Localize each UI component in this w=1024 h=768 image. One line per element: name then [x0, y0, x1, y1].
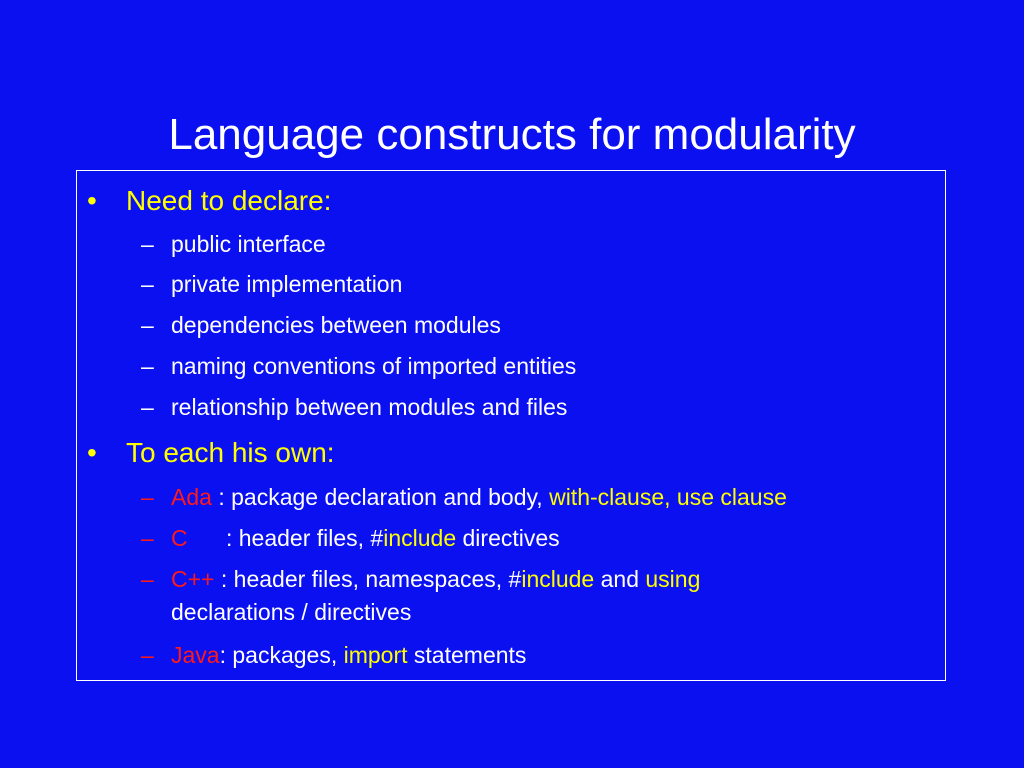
bullet-label: To each his own: [126, 437, 335, 468]
description-text: : package declaration and body, [211, 484, 550, 510]
sub-item-text: naming conventions of imported entities [171, 353, 577, 379]
description-text: directives [456, 525, 560, 551]
bullet-to-each-his-own [87, 436, 335, 470]
bullet-marker: • [87, 185, 97, 216]
keyword: include [521, 566, 595, 592]
keyword: using [645, 566, 701, 592]
dash-marker: – [141, 566, 154, 592]
sub-item-text [171, 640, 526, 670]
content-box [76, 170, 946, 681]
description-text: statements [407, 642, 527, 668]
description-text: : packages, [219, 642, 344, 668]
description-text: and [594, 566, 646, 592]
description-text: : header files, # [187, 525, 384, 551]
dash-marker: – [141, 642, 154, 668]
bullet-marker: • [87, 437, 97, 468]
slide-title: Language constructs for modularity [168, 110, 856, 159]
bullet-label: Need to declare: [126, 185, 332, 216]
bullet-need-to-declare [87, 184, 331, 218]
sub-item-text: private implementation [171, 271, 403, 297]
description-text: : header files, namespaces, # [214, 566, 522, 592]
dash-marker: – [141, 525, 154, 551]
dash-marker: – [141, 271, 154, 297]
language-name: C++ [171, 566, 215, 592]
sub-item-text [171, 523, 560, 553]
language-name: C [171, 525, 188, 551]
sub-item-text [171, 482, 787, 512]
sub-item-text: public interface [171, 231, 326, 257]
dash-marker: – [141, 312, 154, 338]
keyword: import [343, 642, 408, 668]
language-name: Java [171, 642, 220, 668]
sub-item-text: relationship between modules and files [171, 394, 568, 420]
keyword: with-clause, use clause [549, 484, 787, 510]
dash-marker: – [141, 353, 154, 379]
dash-marker: – [141, 394, 154, 420]
dash-marker: – [141, 231, 154, 257]
keyword: include [383, 525, 457, 551]
language-name: Ada [171, 484, 212, 510]
sub-item-cpp-continuation: declarations / directives [171, 599, 412, 625]
sub-item-text [171, 564, 700, 594]
dash-marker: – [141, 484, 154, 510]
sub-item-text: dependencies between modules [171, 312, 501, 338]
